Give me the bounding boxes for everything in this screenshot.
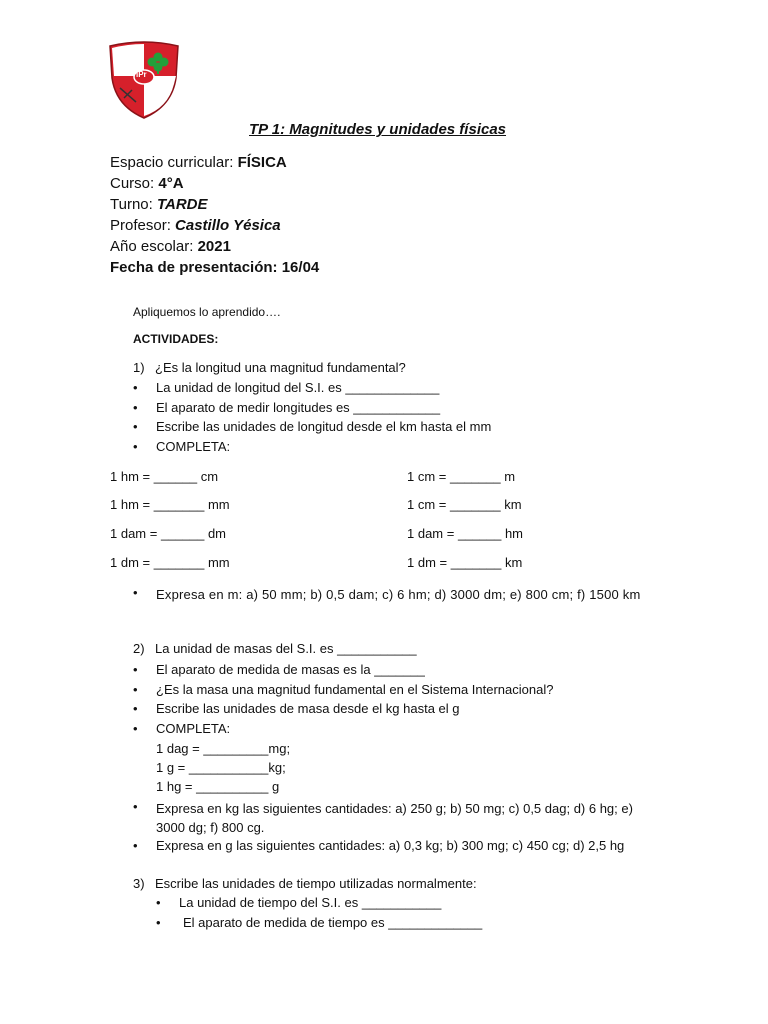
equation-right: 1 cm = _______ m — [407, 469, 516, 484]
equation-right: 1 dam = ______ hm — [407, 526, 523, 541]
completa-line: 1 dag = _________mg; — [156, 741, 291, 756]
bullet-item: • ¿Es la masa una magnitud fundamental en el Sistema Internacional? — [133, 682, 554, 697]
bullet-item: • Expresa en kg las siguientes cantidades: a) 250 g; b) 50 mg; c) 0,5 dag; d) 6 hg; e) 3000 dg; f) 800 cg. — [133, 799, 633, 835]
equation-left: 1 hm = ______ cm — [110, 469, 219, 484]
equation-left: 1 hm = _______ mm — [110, 497, 230, 512]
equation-left: 1 dam = ______ dm — [110, 526, 226, 541]
school-logo — [106, 40, 182, 120]
bullet-item: • El aparato de medir longitudes es ____________ — [133, 400, 441, 415]
question-1: 1) ¿Es la longitud una magnitud fundamental? — [133, 360, 406, 375]
meta-profesor: Profesor: Castillo Yésica — [110, 217, 281, 234]
question-2: 2) La unidad de masas del S.I. es ___________ — [133, 641, 417, 656]
meta-espacio: Espacio curricular: FÍSICA — [110, 154, 287, 171]
bullet-item: • Escribe las unidades de longitud desde el km hasta el mm — [133, 419, 492, 434]
bullet-item: • Expresa en g las siguientes cantidades: a) 0,3 kg; b) 300 mg; c) 450 cg; d) 2,5 hg — [133, 838, 625, 853]
bullet-item: • Escribe las unidades de masa desde el kg hasta el g — [133, 701, 460, 716]
completa-line: 1 hg = __________ g — [156, 779, 280, 794]
bullet-item: • La unidad de longitud del S.I. es _____________ — [133, 380, 440, 395]
bullet-item: • COMPLETA: — [133, 721, 231, 736]
meta-turno: Turno: TARDE — [110, 196, 208, 213]
meta-anio: Año escolar: 2021 — [110, 238, 231, 255]
completa-line: 1 g = ___________kg; — [156, 760, 286, 775]
equation-left: 1 dm = _______ mm — [110, 555, 230, 570]
intro-actividades: ACTIVIDADES: — [133, 332, 219, 346]
page-title: TP 1: Magnitudes y unidades físicas — [249, 121, 507, 138]
meta-curso: Curso: 4°A — [110, 175, 184, 192]
bullet-item: • El aparato de medida de tiempo es _____________ — [156, 915, 483, 930]
logo-text: iPr — [136, 70, 147, 79]
meta-fecha: Fecha de presentación: 16/04 — [110, 259, 320, 276]
equation-right: 1 cm = _______ km — [407, 497, 522, 512]
bullet-item: • La unidad de tiempo del S.I. es ___________ — [156, 895, 442, 910]
bullet-item: • El aparato de medida de masas es la _______ — [133, 662, 425, 677]
intro-apliquemos: Apliquemos lo aprendido…. — [133, 305, 281, 319]
equation-right: 1 dm = _______ km — [407, 555, 523, 570]
question-3: 3) Escribe las unidades de tiempo utilizadas normalmente: — [133, 876, 477, 891]
bullet-item: • COMPLETA: — [133, 439, 231, 454]
bullet-item: • Expresa en m: a) 50 mm; b) 0,5 dam; c) 6 hm; d) 3000 dm; e) 800 cm; f) 1500 km — [133, 585, 641, 602]
